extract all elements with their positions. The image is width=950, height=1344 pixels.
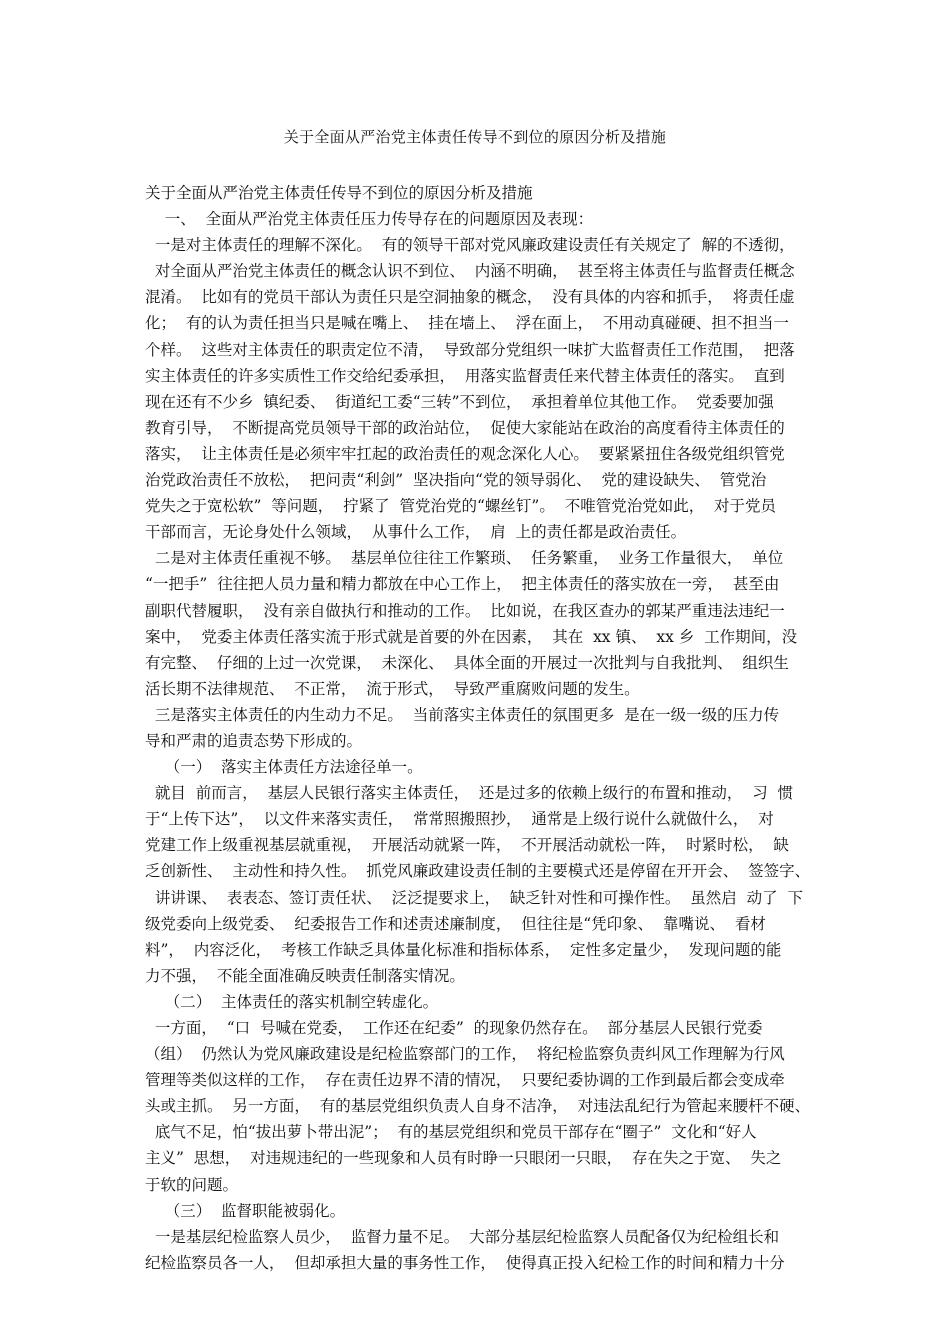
text-line: 有完整、 仔细的上过一次党课， 未深化、 具体全面的开展过一次批判与自我批判、 组织生 [145,653,789,672]
text-line: 于“上传下达”， 以文件来落实责任， 常常照搬照抄， 通常是上级行说什么就做什么， 对 [145,810,774,829]
text-line: 讲讲课、 表表态、签订责任状、 泛泛提要求上， 缺乏针对性和可操作性。 虽然启 动了 下 [145,888,803,907]
text-line: 对全面从严治党主体责任的概念认识不到位、 内涵不明确， 甚至将主体责任与监督责任概念 [145,262,795,281]
text-line: （二） 主体责任的落实机制空转虚化。 [145,992,439,1011]
text-line: （三） 监督职能被弱化。 [145,1201,346,1220]
text-line: 导和严肃的追责态势下形成的。 [145,731,363,750]
text-line: （组） 仍然认为党风廉政建设是纪检监察部门的工作， 将纪检监察负责纠风工作理解为行风 [145,1045,785,1064]
text-line: 现在还有不少乡 镇纪委、 街道纪工委“三转”不到位， 承担着单位其他工作。 党委要加强 [145,392,774,411]
text-line: 教育引导， 不断提高党员领导干部的政治站位， 促使大家能站在政治的高度看待主体责任的 [145,418,785,437]
text-line: 力不强， 不能全面准确反映责任制落实情况。 [145,966,465,985]
text-line: 落实， 让主体责任是必须牢牢扛起的政治责任的观念深化人心。 要紧紧扭住各级党组织管党 [145,444,785,463]
text-line: 三是落实主体责任的内生动力不足。 当前落实主体责任的氛围更多 是在一级一级的压力传 [145,705,780,724]
text-line: 个样。 这些对主体责任的职责定位不清， 导致部分党组织一味扩大监督责任工作范围， 把落 [145,340,795,359]
text-line: 于软的问题。 [145,1175,239,1194]
text-line: 副职代替履职， 没有亲自做执行和推动的工作。 比如说，在我区查办的郭某严重违法违纪一 [145,601,785,620]
text-line: 底气不足，怕“拔出萝卜带出泥”； 有的基层党组织和党员干部存在“圈子” 文化和“好人 [145,1123,757,1142]
text-line: 混淆。 比如有的党员干部认为责任只是空洞抽象的概念， 没有具体的内容和抓手， 将责任虚 [145,288,795,307]
text-line: 活长期不法律规范、 不正常， 流于形式， 导致严重腐败问题的发生。 [145,679,640,698]
text-line: “一把手” 往往把人员力量和精力都放在中心工作上， 把主体责任的落实放在一旁， 甚至由 [145,575,780,594]
text-line: 关于全面从严治党主体责任传导不到位的原因分析及措施 [145,184,533,202]
text-line: 党失之于宽松软” 等问题， 拧紧了 管党治党的“螺丝钉”。 不唯管党治党如此， 对于党员 [145,497,777,516]
text-line: 头或主抓。 另一方面， 有的基层党组织负责人自身不洁净， 对违法乱纪行为管起来腰杆不硬、 [145,1097,811,1116]
text-line: 就目 前而言， 基层人民银行落实主体责任， 还是过多的依赖上级行的布置和推动， 习 惯 [145,784,794,803]
text-line: 党建工作上级重视基层就重视， 开展活动就紧一阵， 不开展活动就松一阵， 时紧时松， 缺 [145,836,789,855]
text-line: 治党政治责任不放松， 把问责“利剑” 坚决指向“党的领导弱化、 党的建设缺失、 管党治 [145,471,767,490]
text-line: 乏创新性、 主动性和持久性。 抓党风廉政建设责任制的主要模式还是停留在开开会、 签签字、 [145,862,811,881]
text-line: 案中， 党委主体责任落实流于形式就是首要的外在因素， 其在 xx 镇、 xx 乡 工作期间，没 [145,627,798,646]
text-line: 纪检监察员各一人， 但却承担大量的事务性工作， 使得真正投入纪检工作的时间和精力十分 [145,1253,785,1272]
text-line: 一是对主体责任的理解不深化。 有的领导干部对党风廉政建设责任有关规定了 解的不透彻， [145,236,795,255]
text-line: 主义” 思想， 对违规违纪的一些现象和人员有时睁一只眼闭一只眼， 存在失之于宽、 失之 [145,1149,782,1168]
text-line: 化； 有的认为责任担当只是喊在嘴上、 挂在墙上、 浮在面上， 不用动真碰硬、担不担当一 [145,314,789,333]
text-line: 一、 全面从严治党主体责任压力传导存在的问题原因及表现： [145,210,594,229]
text-line: 料”， 内容泛化， 考核工作缺乏具体量化标准和指标体系， 定性多定量少， 发现问题的能 [145,940,782,959]
text-line: 干部而言，无论身处什么领域， 从事什么工作， 肩 上的责任都是政治责任。 [145,523,687,542]
text-line: 管理等类似这样的工作， 存在责任边界不清的情况， 只要纪委协调的工作到最后都会变成牵 [145,1071,785,1090]
text-line: （一） 落实主体责任方法途径单一。 [145,758,423,777]
text-line: 一是基层纪检监察人员少， 监督力量不足。 大部分基层纪检监察人员配备仅为纪检组长和 [145,1227,780,1246]
text-line: 二是对主体责任重视不够。 基层单位往往工作繁琐、 任务繁重， 业务工作量很大， 单位 [145,549,784,568]
text-line: 实主体责任的许多实质性工作交给纪委承担， 用落实监督责任来代替主体责任的落实。 直到 [145,366,785,385]
text-line: 一方面， “口 号喊在党委， 工作还在纪委” 的现象仍然存在。 部分基层人民银行党委 [145,1019,763,1037]
document-body [145,180,815,1276]
document-title: 关于全面从严治党主体责任传导不到位的原因分析及措施 [283,128,667,146]
text-line: 级党委向上级党委、 纪委报告工作和述责述廉制度， 但往往是“凭印象、 靠嘴说、 看材 [145,914,766,933]
